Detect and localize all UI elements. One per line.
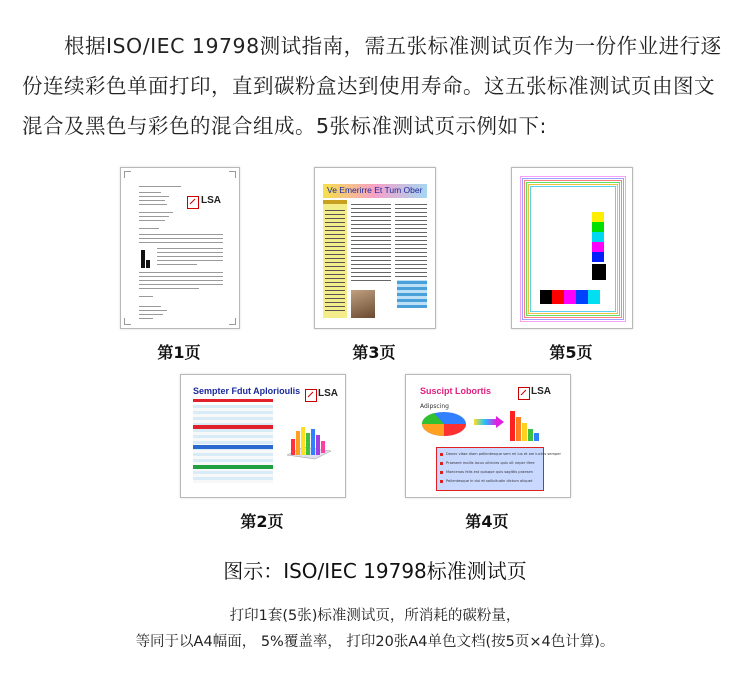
label-page-1: 第1页 (157, 343, 201, 362)
bullet-text: Donec vitae diam pellentesque sem mi ius et am luctus semper (446, 452, 561, 456)
bar-chart-3d-icon (285, 421, 333, 461)
table-block (397, 280, 427, 308)
lsa-logo-icon (305, 389, 317, 402)
note-line-2: 等同于以A4幅面， 5%覆盖率， 打印20张A4单色文档(按5页×4色计算)。 (135, 634, 615, 650)
chart-title: Adipscing (420, 403, 449, 410)
test-page-1 (120, 167, 240, 329)
page2-title: Sempter Fdut Aplorioulis (193, 386, 301, 396)
label-page-3: 第3页 (352, 343, 396, 362)
figure-caption: 图示：ISO/IEC 19798标准测试页 (223, 559, 527, 583)
bullet-dot-icon (440, 453, 443, 456)
lsa-logo-icon (518, 387, 530, 400)
logo-text: LSA (531, 386, 551, 397)
test-page-2 (180, 374, 346, 498)
label-page-5: 第5页 (549, 343, 593, 362)
banner-text: Ve Emerirre Et Tum Ober (327, 185, 423, 195)
test-page-3 (314, 167, 436, 329)
intro-paragraph: 根据ISO/IEC 19798测试指南，需五张标准测试页作为一份作业进行逐份连续彩色单面打印，直到碳粉盒达到使用寿命。这五张标准测试页由图文混合及黑色与彩色的混合组成。5张标准测试页示例如下: (22, 34, 722, 138)
pie-chart-icon (420, 409, 468, 439)
bullet-text: Pellentesque in dui et sollicitudin dictum aliquet (446, 479, 533, 483)
logo-text: LSA (318, 388, 338, 399)
bullet-text: Maecenas felis est quisque quis sagittis praesen (446, 470, 533, 474)
bullet-item (440, 459, 542, 468)
bullet-dot-icon (440, 480, 443, 483)
bullet-item (440, 468, 542, 477)
bar-chart-icon (508, 407, 540, 441)
intro-text (22, 26, 734, 146)
lsa-logo-icon (187, 196, 199, 209)
label-page-4: 第4页 (465, 512, 509, 531)
bullet-dot-icon (440, 462, 443, 465)
label-page-2: 第2页 (240, 512, 284, 531)
photo-block (351, 290, 375, 318)
page4-title: Suscipt Lobortis (420, 386, 492, 396)
bullet-item (440, 450, 561, 459)
gradient-arrow-icon (474, 419, 496, 425)
note-line-1: 打印1套(5张)标准测试页，所消耗的碳粉量， (229, 608, 521, 624)
test-page-4 (405, 374, 571, 498)
bullet-text: Praesent mollis lacus ultricies quis ult neper ifere (446, 461, 535, 465)
bullet-item (440, 477, 542, 486)
logo-text: LSA (201, 195, 221, 206)
test-page-5 (511, 167, 633, 329)
data-table (193, 405, 273, 483)
bullet-dot-icon (440, 471, 443, 474)
